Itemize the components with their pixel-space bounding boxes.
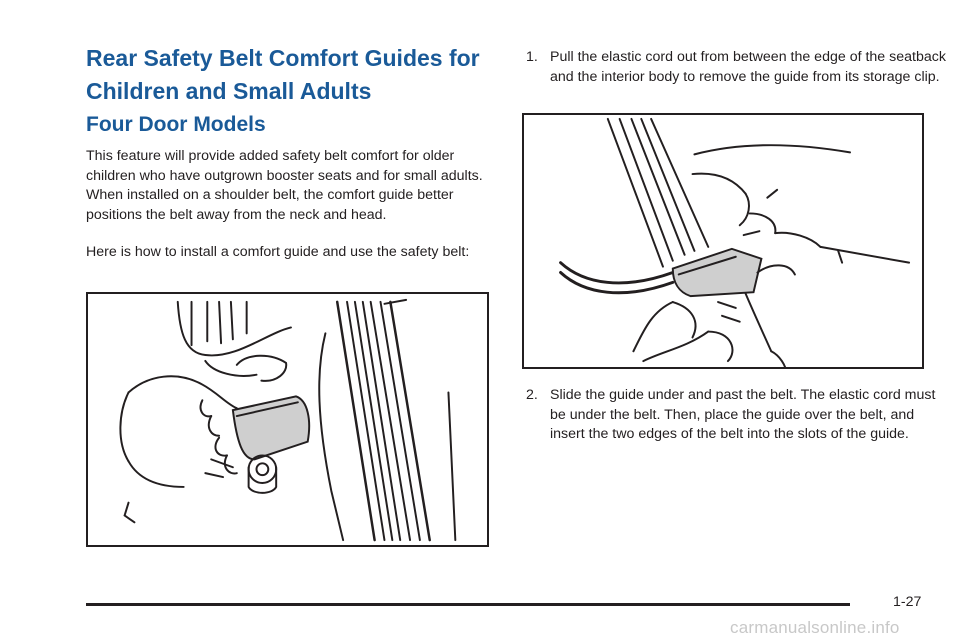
page-number: 1-27 (893, 594, 922, 610)
how-to-paragraph: Here is how to install a comfort guide and use the safety belt: (86, 244, 470, 260)
illustration-drawing-2 (524, 115, 922, 367)
illustration-pulling-guide (522, 113, 924, 369)
step-2 (526, 386, 946, 445)
step-1-number: 1. (526, 49, 538, 65)
illustration-drawing (88, 294, 487, 545)
page-title: Rear Safety Belt Comfort Guides for Children and Small Adults (86, 45, 480, 104)
illustration-hand-holding-guide (86, 292, 489, 547)
step-1-text: Pull the elastic cord out from between the edge of the seatback and the interior body to remove the guide from its storage clip. (550, 49, 946, 85)
step-1 (526, 48, 946, 87)
step-2-text: Slide the guide under and past the belt. The elastic cord must be under the belt. Then, place the guide over the belt, and insert the two edges of the belt into the slots of the guide. (550, 387, 936, 442)
intro-paragraph: This feature will provide added safety belt comfort for older children who have outgrown booster seats and for small adults. When installed on a shoulder belt, the comfort guide better positions the belt away from the neck and head. (86, 148, 483, 223)
footer-rule (86, 603, 850, 606)
watermark: carmanualsonline.info (730, 618, 900, 637)
section-title: Four Door Models (86, 113, 266, 136)
step-2-number: 2. (526, 387, 538, 403)
